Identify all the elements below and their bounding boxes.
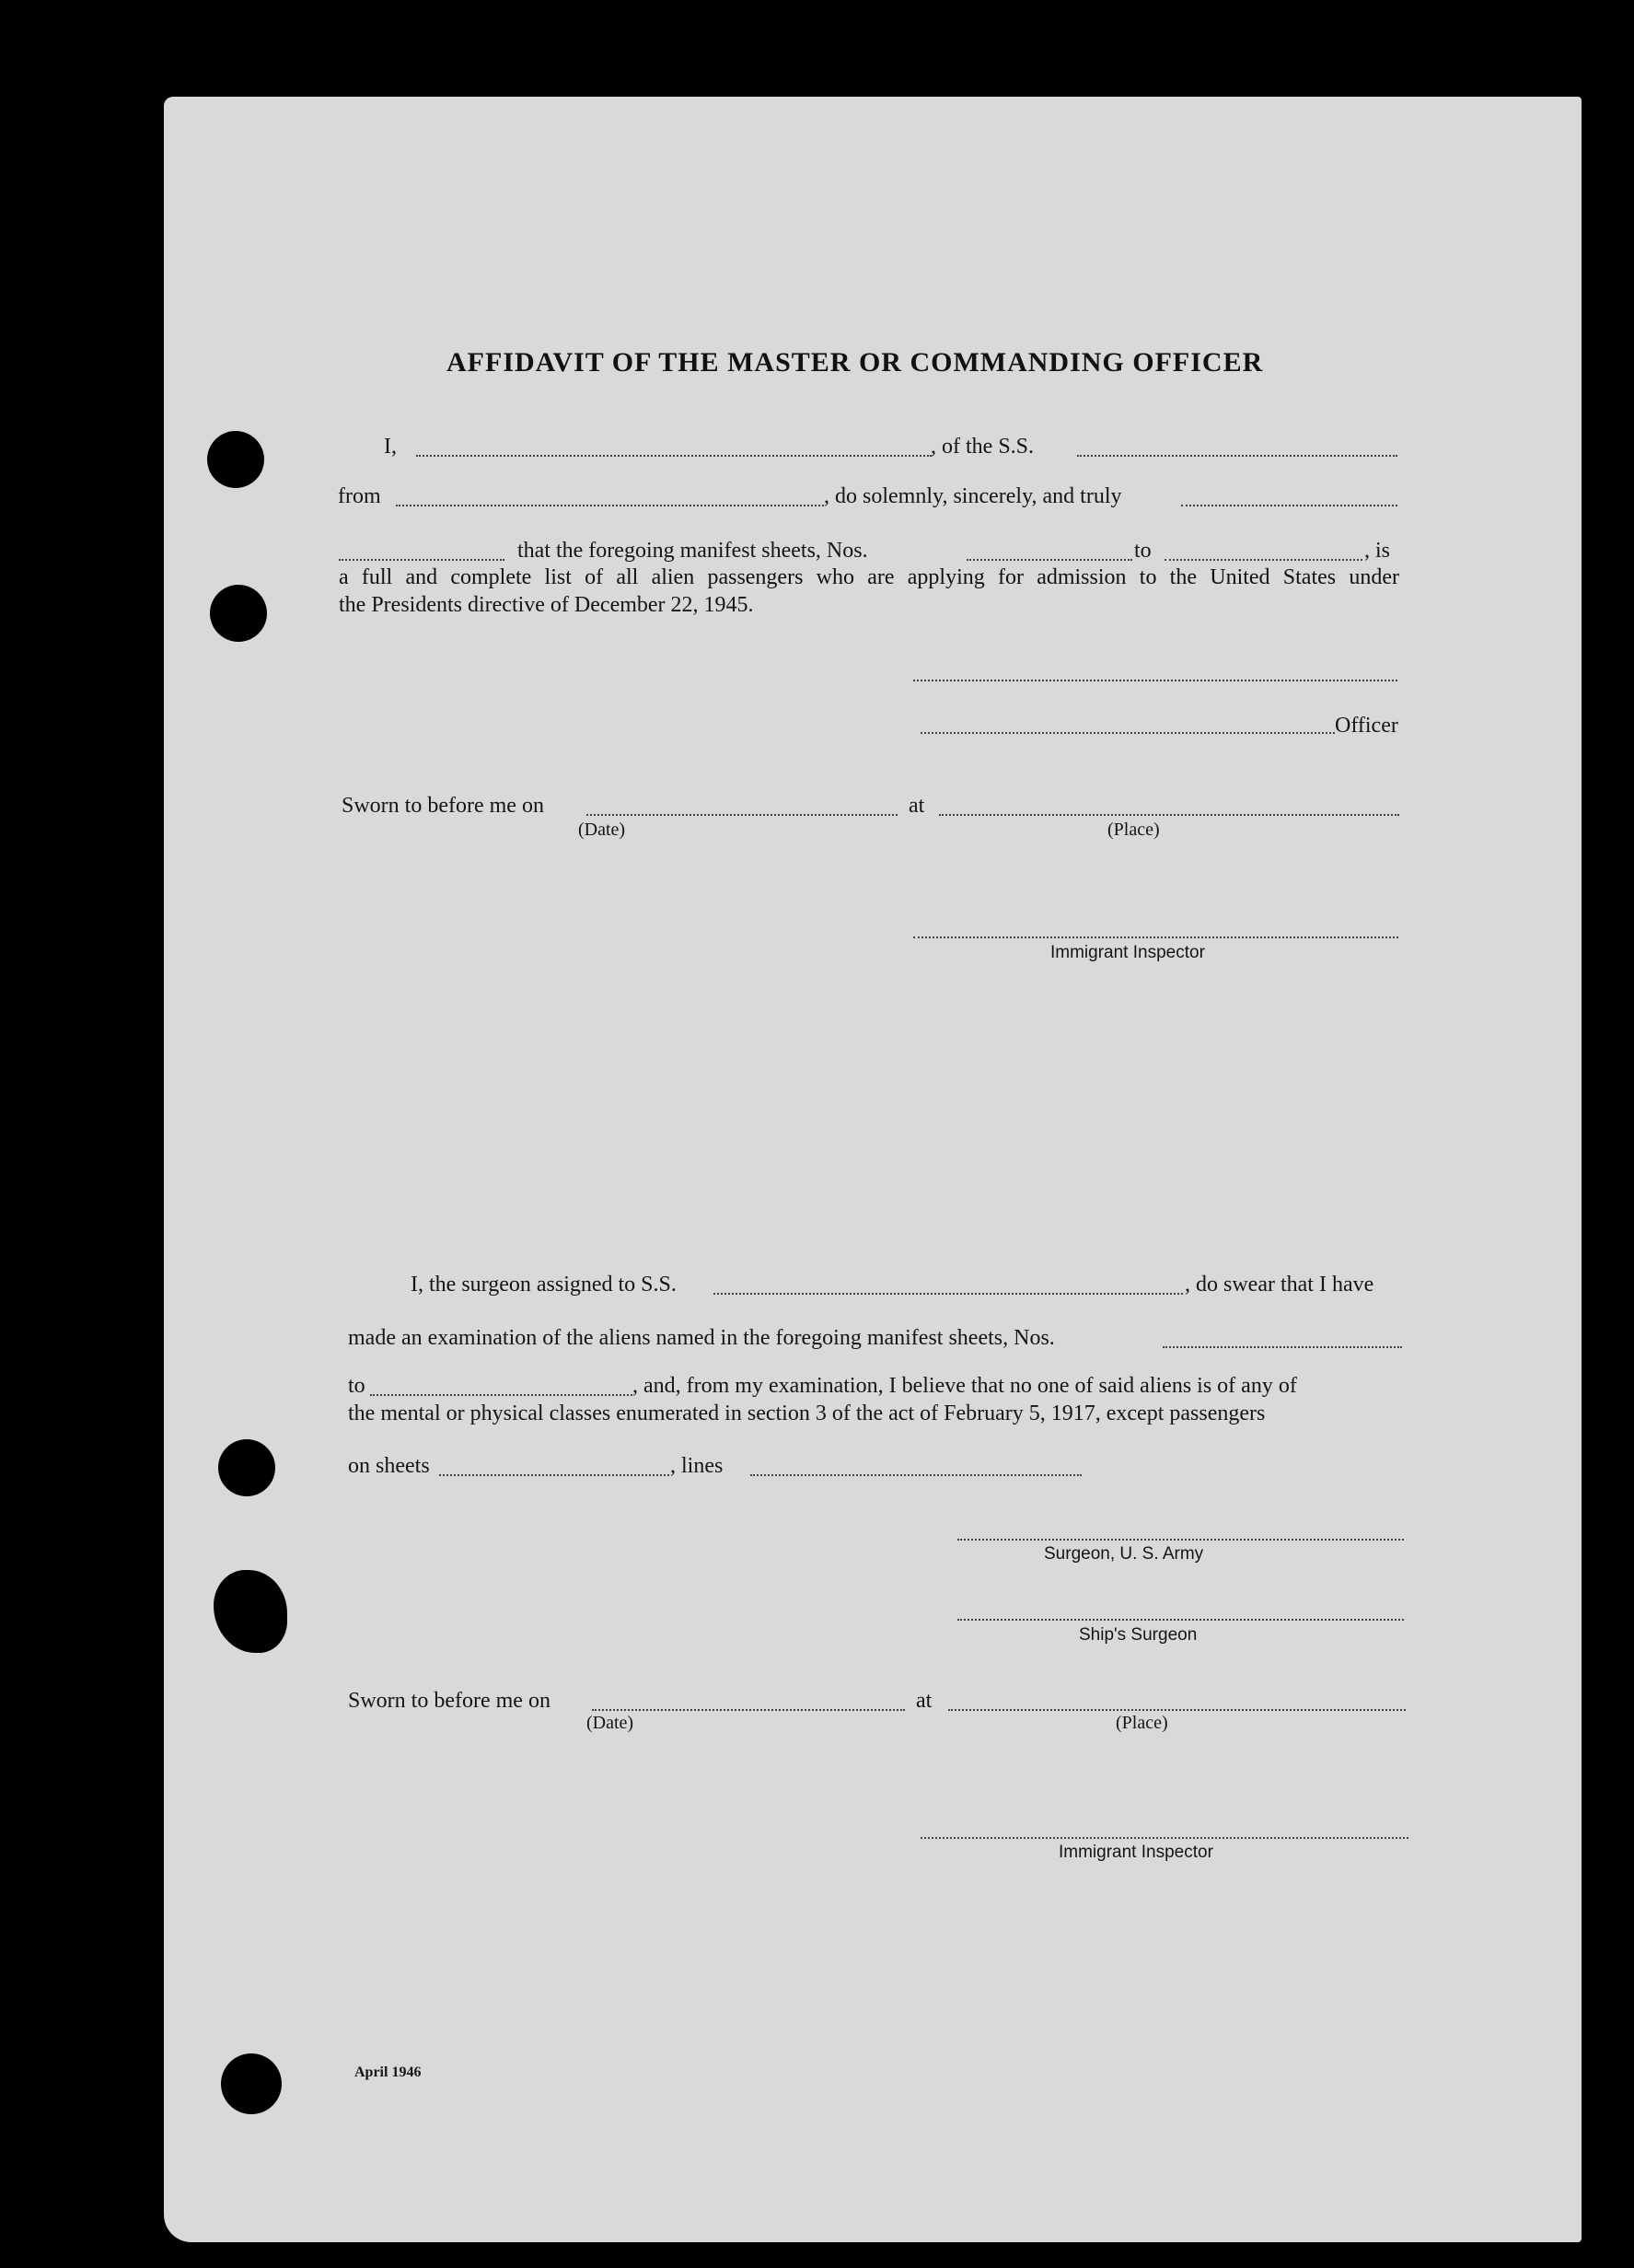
surgeon-sheets-label: on sheets	[348, 1454, 430, 1478]
inspector-label: Immigrant Inspector	[1059, 1843, 1213, 1862]
officer-title-line[interactable]	[921, 732, 1335, 734]
master-statement-line: a full and complete list of all alien passengers who are applying for admission to the United States under	[339, 565, 1399, 589]
master-foregoing-text: that the foregoing manifest sheets, Nos.	[517, 539, 868, 563]
master-name-field[interactable]	[416, 455, 932, 457]
inspector-signature-line[interactable]	[913, 936, 1398, 938]
date-caption: (Date)	[578, 820, 626, 840]
place-caption: (Place)	[1107, 820, 1160, 840]
master-oath-cont-field[interactable]	[339, 559, 504, 561]
ships-surgeon-label: Ship's Surgeon	[1079, 1625, 1198, 1645]
master-from-field[interactable]	[396, 505, 824, 506]
page-title: AFFIDAVIT OF THE MASTER OR COMMANDING OFFICER	[446, 347, 1264, 378]
sworn-date-field[interactable]	[592, 1709, 905, 1711]
master-sheets-from-field[interactable]	[967, 559, 1132, 561]
surgeon-sheets-from-field[interactable]	[1163, 1346, 1402, 1348]
master-solemn-text: , do solemnly, sincerely, and truly	[824, 484, 1122, 508]
ships-surgeon-signature-line[interactable]	[957, 1619, 1404, 1621]
master-is-text: , is	[1364, 539, 1391, 563]
master-sheets-to-field[interactable]	[1165, 559, 1362, 561]
surgeon-statement-text: I, the surgeon assigned to S.S.	[411, 1273, 677, 1297]
surgeon-ship-field[interactable]	[713, 1293, 1183, 1295]
punch-hole	[207, 431, 264, 488]
master-statement-line: the Presidents directive of December 22, 1945.	[339, 593, 754, 617]
sworn-label: Sworn to before me on	[342, 794, 544, 818]
officer-label: Officer	[1335, 714, 1398, 738]
sworn-at-label: at	[916, 1689, 933, 1713]
inspector-label: Immigrant Inspector	[1050, 943, 1205, 962]
surgeon-to-label: to	[348, 1374, 365, 1398]
surgeon-swear-text: , do swear that I have	[1185, 1273, 1374, 1297]
sworn-place-field[interactable]	[948, 1709, 1406, 1711]
inspector-signature-line[interactable]	[921, 1837, 1408, 1839]
sworn-date-field[interactable]	[586, 814, 898, 816]
master-ship-field[interactable]	[1077, 455, 1397, 457]
master-i-label: I,	[384, 435, 397, 459]
place-caption: (Place)	[1116, 1713, 1168, 1733]
punch-hole	[218, 1439, 275, 1496]
surgeon-exception-lines-field[interactable]	[750, 1474, 1082, 1476]
surgeon-statement-text: the mental or physical classes enumerated in section 3 of the act of February 5, 1917, except passengers	[348, 1402, 1266, 1425]
army-surgeon-label: Surgeon, U. S. Army	[1044, 1544, 1204, 1564]
master-ss-label: , of the S.S.	[931, 435, 1035, 459]
surgeon-statement-text: , and, from my examination, I believe that no one of said aliens is of any of	[632, 1374, 1297, 1398]
document-page	[164, 97, 1582, 2242]
sworn-at-label: at	[909, 794, 925, 818]
date-caption: (Date)	[586, 1713, 634, 1733]
master-from-label: from	[338, 484, 381, 508]
sworn-place-field[interactable]	[939, 814, 1399, 816]
surgeon-sheets-to-field[interactable]	[370, 1394, 632, 1396]
surgeon-exception-sheets-field[interactable]	[439, 1474, 669, 1476]
sworn-label: Sworn to before me on	[348, 1689, 550, 1713]
master-oath-field[interactable]	[1181, 505, 1397, 506]
punch-hole	[221, 2053, 282, 2114]
form-date: April 1946	[354, 2064, 422, 2080]
master-to-label: to	[1134, 539, 1152, 563]
surgeon-lines-label: , lines	[670, 1454, 724, 1478]
punch-hole	[210, 585, 267, 642]
surgeon-statement-text: made an examination of the aliens named in the foregoing manifest sheets, Nos.	[348, 1326, 1055, 1350]
officer-signature-line[interactable]	[913, 680, 1397, 681]
army-surgeon-signature-line[interactable]	[957, 1539, 1404, 1541]
